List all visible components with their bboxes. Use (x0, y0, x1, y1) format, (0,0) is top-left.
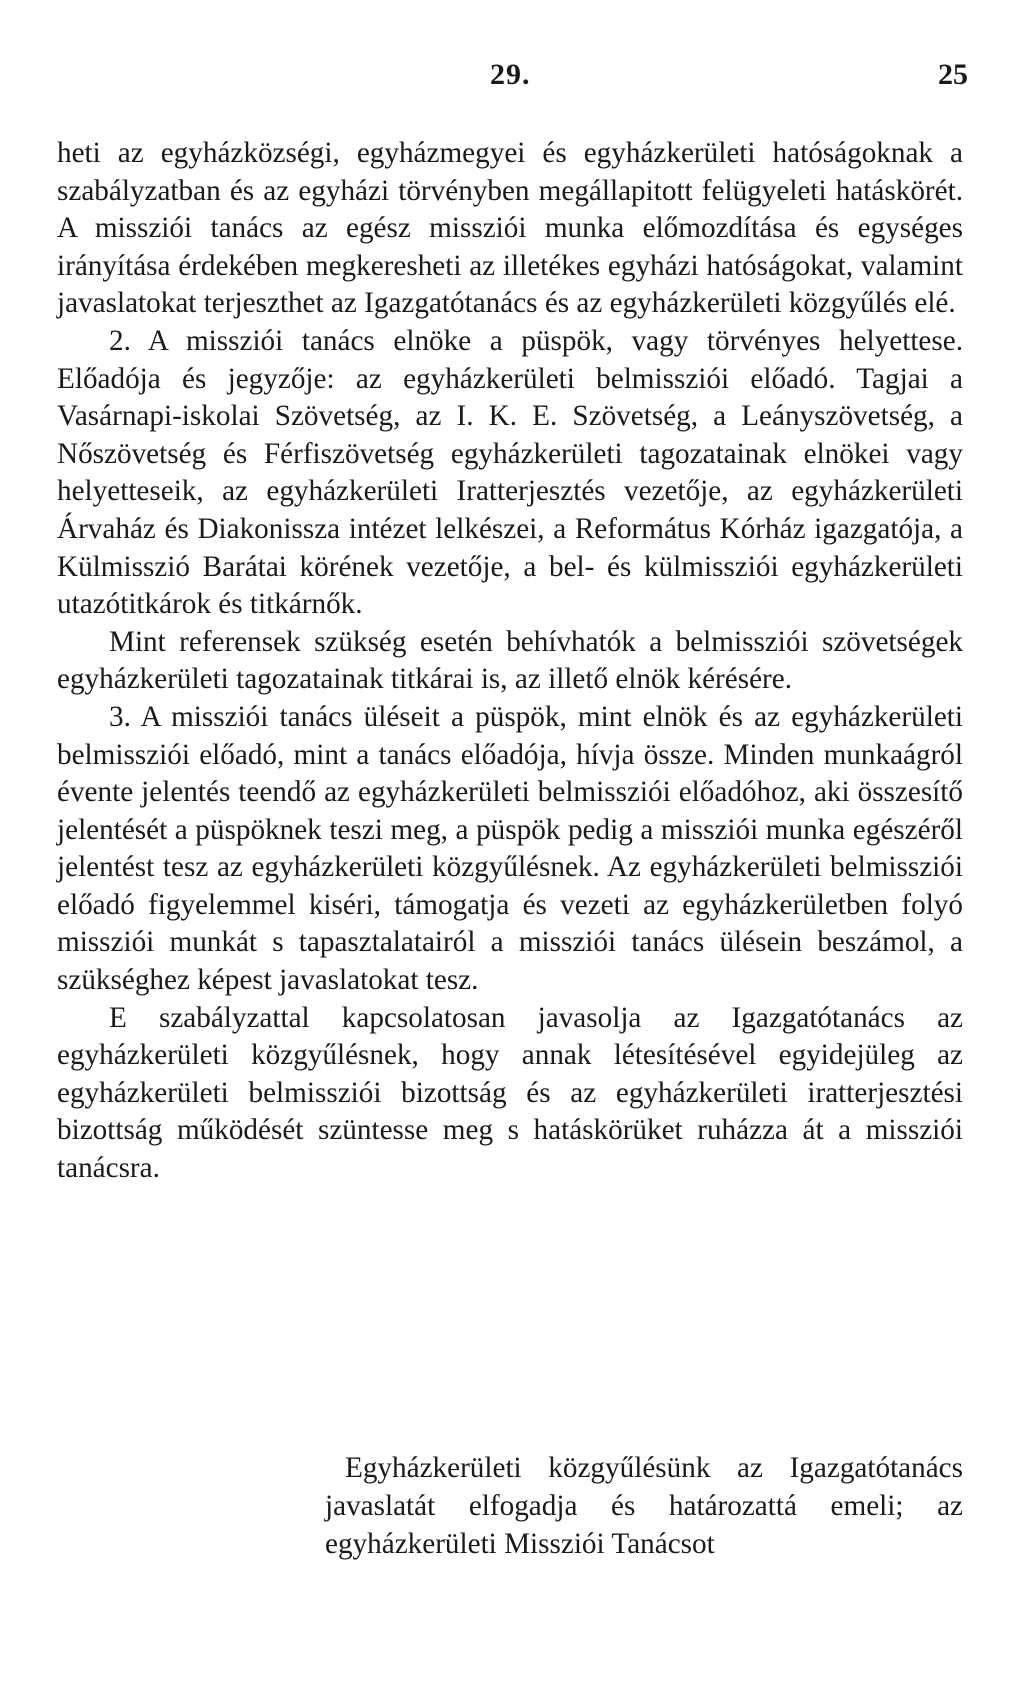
resolution-text: Egyházkerületi közgyűlésünk az Igazgatótanács javaslatát elfogadja és határozattá emeli; az egyházkerületi Missziói Tanácsot (325, 1452, 963, 1560)
paragraph-section-3: 3. A missziói tanács üléseit a püspök, mint elnök és az egyházkerületi belmissziói előadó, mint a tanács előadója, hívja össze. Minden munkaágról évente jelentés teendő az egyházkerületi belmissziói előadóhoz, aki összesítő jelentését a püspöknek teszi meg, a püspök pedig a missziói munka egészéről jelentést tesz az egyházkerületi közgyűlésnek. Az egyházkerületi belmissziói előadó figyelemmel kiséri, támogatja és vezeti az egyházkerületben folyó missziói munkát s tapasztalatairól a missziói tanács ülésein beszámol, a szükséghez képest javaslatokat tesz. (57, 700, 963, 997)
paragraph-section-2: 2. A missziói tanács elnöke a püspök, vagy törvényes helyettese. Előadója és jegyzője: az egyházkerületi belmissziói előadó. Tagjai a Vasárnapi-iskolai Szövetség, az I. K. E. Szövetség, a Leányszövetség, a Nőszövetség és Férfiszövetség egyházkerületi tagozatainak elnökei vagy helyetteseik, az egyházkerületi Iratterjesztés vezetője, az egyházkerületi Árvaház és Diakonissza intézet lelkészei, a Református Kórház igazgatója, a Külmisszió Barátai körének vezetője, a bel- és külmissziói egyházkerületi utazótitkárok és titkárnők. (57, 324, 963, 621)
resolution-block (325, 1449, 963, 1563)
paragraph-continuation: heti az egyházközségi, egyházmegyei és egyházkerületi hatóságoknak a szabályzatban és az egyházi törvényben megállapitott felügyeleti hatáskörét. A missziói tanács az egész missziói munka előmozdítása és egységes irányítása érdekében megkeresheti az illetékes egyházi hatóságokat, valamint javaslatokat terjeszthet az Igazgatótanács és az egyházkerületi közgyűlés elé. (57, 137, 963, 320)
page-number: 25 (938, 58, 968, 91)
page-header (60, 58, 968, 98)
paragraph-referents: Mint referensek szükség esetén behívhatók a belmissziói szövetségek egyházkerületi tagozatainak titkárai is, az illető elnök kérésére. (57, 625, 963, 696)
section-number: 29. (490, 58, 531, 91)
paragraph-proposal: E szabályzattal kapcsolatosan javasolja az Igazgatótanács az egyházkerületi közgyűlésnek, hogy annak létesítésével egyidejüleg az egyházkerületi belmissziói bizottság és az egyházkerületi iratterjesztési bizottság működését szüntesse meg s hatáskörüket ruházza át a missziói tanácsra. (57, 1001, 963, 1185)
body-text (57, 135, 963, 1188)
